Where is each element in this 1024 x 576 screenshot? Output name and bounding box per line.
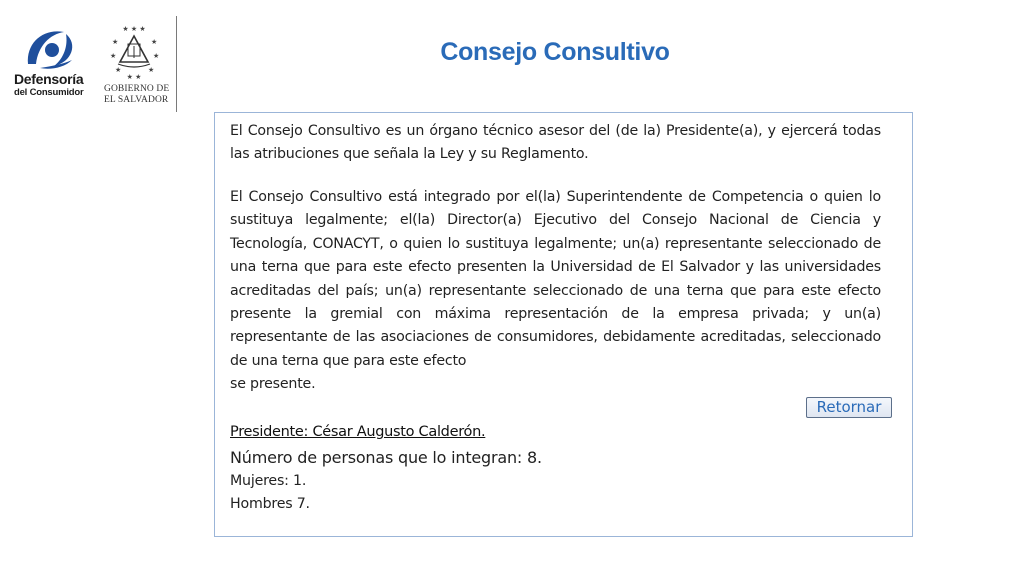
svg-text:★: ★ [112,38,119,46]
paragraph-2: El Consejo Consultivo está integrado por el(la) Superintendente de Competencia o quien lo sustituya legalmente; el(la) Director(a) Ejecutivo del Consejo Nacional de Ciencia y Tecnología, CONACYT, o quien lo sustituya legalmente; un(a) representante seleccionado de una terna que para este efecto presenten la Universidad de El Salvador y las universidades acreditadas del país; un(a) representante seleccionado de una terna que para este efecto presente la gremial con máxima representación de la empresa privada; y un(a) representante de las asociaciones de consumidores, debidamente acreditadas, seleccionado de una terna que para este efecto [230,189,881,369]
svg-text:★: ★ [110,52,117,60]
svg-text:★ ★ ★: ★ ★ ★ [122,25,146,33]
del-consumidor-wordmark: del Consumidor [14,87,84,98]
gobierno-logo [102,22,168,106]
el-salvador-wordmark: EL SALVADOR [104,95,169,105]
page-title: Consejo Consultivo [440,38,670,66]
defensoria-emblem-icon [20,24,80,70]
paragraph-2-end: se presente. [230,376,316,392]
member-count: Número de personas que lo integran: 8. [230,448,542,467]
paragraph-1: El Consejo Consultivo es un órgano técnico asesor del (de la) Presidente(a), y ejercerá todas las atribuciones que señala la Ley y su Reglamento. [230,123,881,163]
svg-text:★: ★ [151,38,158,46]
president-name: Presidente: César Augusto Calderón. [230,424,486,440]
men-count: Hombres 7. [230,496,310,512]
defensoria-logo [12,24,88,104]
retornar-button[interactable]: Retornar [806,397,892,418]
svg-text:★ ★: ★ ★ [126,73,142,80]
gobierno-de-wordmark: GOBIERNO DE [104,84,170,94]
svg-text:★: ★ [153,52,160,60]
defensoria-wordmark: Defensoría [14,71,84,87]
coat-of-arms-icon [106,22,162,80]
header-divider [176,16,177,112]
women-count: Mujeres: 1. [230,473,307,489]
svg-text:★: ★ [115,66,122,74]
svg-text:★: ★ [148,66,155,74]
